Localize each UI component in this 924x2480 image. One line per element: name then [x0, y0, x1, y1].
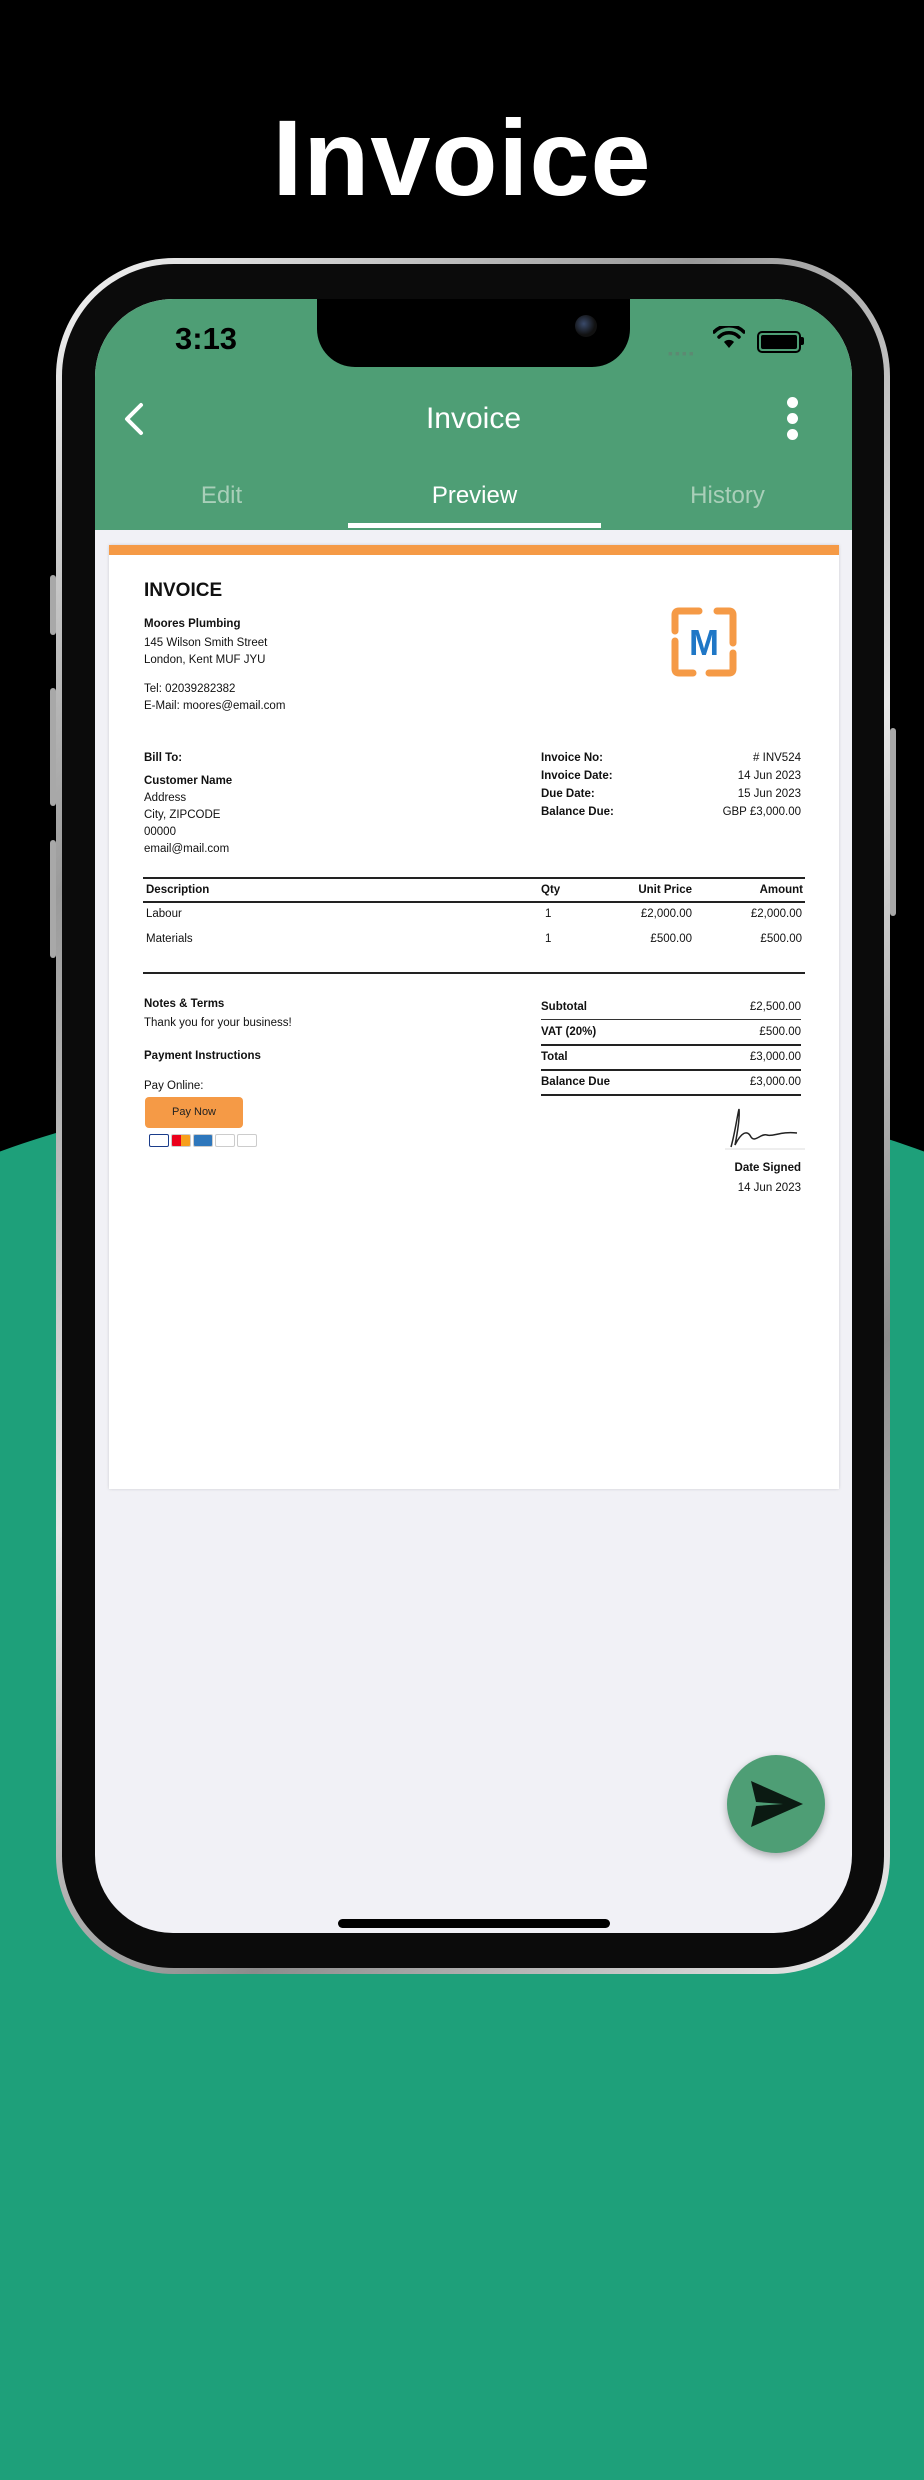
send-button[interactable]	[727, 1755, 825, 1853]
business-tel: Tel: 02039282382	[144, 683, 236, 695]
item-description: Materials	[146, 933, 193, 945]
business-name: Moores Plumbing	[144, 618, 241, 630]
date-signed-label: Date Signed	[734, 1162, 801, 1174]
invoice-no-label: Invoice No:	[541, 752, 603, 764]
payment-card-icons	[149, 1134, 259, 1152]
date-signed-value: 14 Jun 2023	[737, 1182, 801, 1194]
business-logo	[669, 607, 739, 677]
balance-due-value: GBP £3,000.00	[722, 806, 801, 818]
total-value: £3,000.00	[749, 1051, 801, 1063]
send-icon	[727, 1755, 825, 1853]
totals-rule	[541, 1019, 801, 1020]
totals-rule	[541, 1044, 801, 1046]
subtotal-value: £2,500.00	[749, 1001, 801, 1013]
notes-label: Notes & Terms	[144, 998, 225, 1010]
item-unit-price: £2,000.00	[640, 908, 692, 920]
item-qty: 1	[545, 908, 552, 920]
signal-icon: ▪▪▪▪	[668, 345, 696, 361]
headline: Invoice	[272, 97, 652, 218]
customer-zip: 00000	[144, 826, 176, 838]
phone-screen	[95, 299, 852, 1933]
vat-label: VAT (20%)	[541, 1026, 597, 1038]
invoice-date-value: 14 Jun 2023	[737, 770, 801, 782]
item-qty: 1	[545, 933, 552, 945]
more-options-icon[interactable]	[785, 397, 799, 443]
tab-history[interactable]: History	[690, 482, 765, 509]
item-amount: £2,000.00	[750, 908, 802, 920]
signature-image	[721, 1103, 805, 1153]
mastercard-icon	[171, 1134, 191, 1147]
col-description: Description	[146, 884, 210, 896]
business-address-line1: 145 Wilson Smith Street	[144, 637, 268, 649]
table-bottom-rule	[143, 972, 805, 974]
table-header-rule	[143, 901, 805, 903]
invoice-heading: INVOICE	[144, 580, 223, 601]
totals-rule	[541, 1069, 801, 1071]
balance-due-total-value: £3,000.00	[749, 1076, 801, 1088]
item-amount: £500.00	[760, 933, 802, 945]
discover-icon	[215, 1134, 235, 1147]
pay-online-label: Pay Online:	[144, 1080, 204, 1092]
item-unit-price: £500.00	[650, 933, 692, 945]
due-date-label: Due Date:	[541, 788, 595, 800]
totals-rule	[541, 1094, 801, 1096]
tab-indicator	[348, 523, 601, 528]
notch	[317, 299, 630, 367]
customer-address: Address	[144, 792, 187, 804]
home-indicator	[338, 1919, 610, 1928]
visa-icon	[149, 1134, 169, 1147]
col-amount: Amount	[759, 884, 803, 896]
vat-value: £500.00	[759, 1026, 801, 1038]
notes-text: Thank you for your business!	[144, 1017, 292, 1029]
customer-name: Customer Name	[144, 775, 233, 787]
amex-icon	[193, 1134, 213, 1147]
logo-letter: M	[689, 622, 719, 663]
tab-preview[interactable]: Preview	[431, 482, 518, 509]
status-time: 3:13	[175, 321, 238, 356]
apple-pay-icon	[237, 1134, 257, 1147]
business-address-line2: London, Kent MUF JYU	[144, 654, 266, 666]
wifi-icon	[713, 326, 745, 350]
invoice-preview	[109, 545, 839, 1489]
payment-instructions-label: Payment Instructions	[144, 1050, 261, 1062]
volume-down-button	[50, 840, 56, 958]
item-description: Labour	[146, 908, 182, 920]
customer-city: City, ZIPCODE	[144, 809, 221, 821]
mute-switch	[50, 575, 56, 635]
balance-due-total-label: Balance Due	[541, 1076, 611, 1088]
customer-email: email@mail.com	[144, 843, 230, 855]
battery-icon	[757, 331, 801, 353]
col-qty: Qty	[541, 884, 561, 896]
battery-tip	[801, 337, 804, 345]
app-title: Invoice	[425, 402, 522, 435]
balance-due-label: Balance Due:	[541, 806, 614, 818]
volume-up-button	[50, 688, 56, 806]
camera-icon	[575, 315, 597, 337]
invoice-accent-bar	[109, 545, 839, 555]
col-unit-price: Unit Price	[638, 884, 692, 896]
total-label: Total	[541, 1051, 568, 1063]
bill-to-label: Bill To:	[144, 752, 183, 764]
tab-edit[interactable]: Edit	[200, 482, 243, 509]
table-top-rule	[143, 877, 805, 879]
subtotal-label: Subtotal	[541, 1001, 587, 1013]
pay-now-button[interactable]: Pay Now	[145, 1097, 243, 1128]
business-email: E-Mail: moores@email.com	[144, 700, 286, 712]
invoice-date-label: Invoice Date:	[541, 770, 613, 782]
power-button	[890, 728, 896, 916]
invoice-no-value: # INV524	[753, 752, 801, 764]
due-date-value: 15 Jun 2023	[737, 788, 801, 800]
